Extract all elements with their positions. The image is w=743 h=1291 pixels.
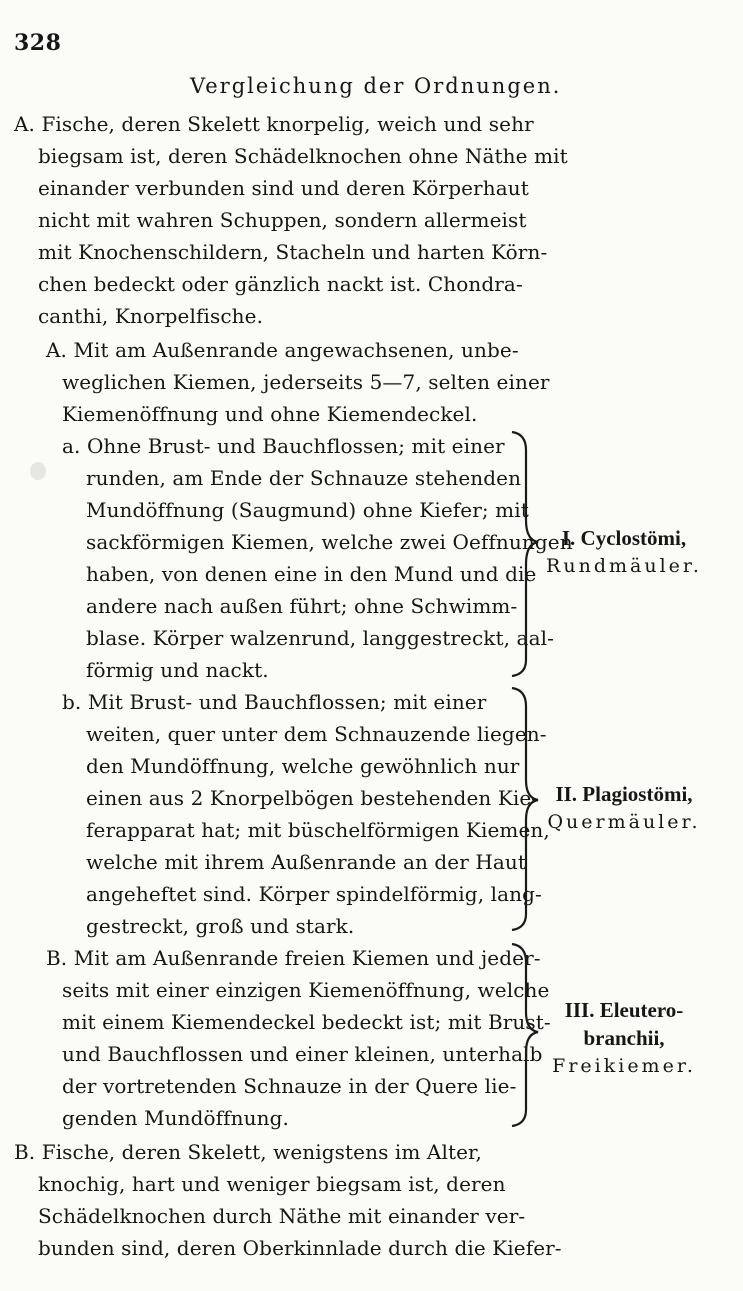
order-label-plagiostomi	[520, 780, 728, 836]
page-number: 328	[14, 30, 62, 56]
text-line: B. Fische, deren Skelett, wenigstens im Alter,	[14, 1140, 482, 1164]
text-line: der vortretenden Schnauze in der Quere lie-	[62, 1074, 517, 1098]
order-latin-name: II. Plagiostömi,	[555, 782, 693, 806]
text-line: und Bauchflossen und einer kleinen, unterhalb	[62, 1042, 543, 1066]
text-line: Schädelknochen durch Näthe mit einander ver-	[38, 1204, 526, 1228]
text-line: den Mundöffnung, welche gewöhnlich nur	[86, 754, 520, 778]
order-latin-name-continued: branchii,	[583, 1026, 665, 1050]
text-line: A. Mit am Außenrande angewachsenen, unbe-	[46, 338, 519, 362]
order-german-name: Rundmäuler.	[546, 555, 702, 577]
text-line: gestreckt, groß und stark.	[86, 914, 355, 938]
text-line: bunden sind, deren Oberkinnlade durch die Kiefer-	[38, 1236, 562, 1260]
text-line: einen aus 2 Knorpelbögen bestehenden Kie-	[86, 786, 539, 810]
order-label-eleutherobranchii	[520, 996, 728, 1080]
text-line: sackförmigen Kiemen, welche zwei Oeffnungen	[86, 530, 573, 554]
text-line: A. Fische, deren Skelett knorpelig, weich und sehr	[14, 112, 534, 136]
order-latin-name: I. Cyclostömi,	[561, 526, 687, 550]
text-line: chen bedeckt oder gänzlich nackt ist. Chondra-	[38, 272, 523, 296]
text-line: andere nach außen führt; ohne Schwimm-	[86, 594, 518, 618]
text-line: angeheftet sind. Körper spindelförmig, lang-	[86, 882, 542, 906]
text-line: blase. Körper walzenrund, langgestreckt, aal-	[86, 626, 554, 650]
text-line: a. Ohne Brust- und Bauchflossen; mit einer	[62, 434, 505, 458]
order-german-name: Freikiemer.	[552, 1055, 696, 1077]
text-line: Kiemenöffnung und ohne Kiemendeckel.	[62, 402, 478, 426]
text-line: nicht mit wahren Schuppen, sondern allermeist	[38, 208, 527, 232]
page-title: Vergleichung der Ordnungen.	[190, 74, 562, 98]
text-line: B. Mit am Außenrande freien Kiemen und jeder-	[46, 946, 541, 970]
text-line: mit Knochenschildern, Stacheln und harten Körn-	[38, 240, 548, 264]
text-line: weiten, quer unter dem Schnauzende liegen-	[86, 722, 547, 746]
order-label-cyclostomi	[520, 524, 728, 580]
text-line: Mundöffnung (Saugmund) ohne Kiefer; mit	[86, 498, 529, 522]
text-line: förmig und nackt.	[86, 658, 269, 682]
text-line: biegsam ist, deren Schädelknochen ohne Näthe mit	[38, 144, 568, 168]
text-line: seits mit einer einzigen Kiemenöffnung, welche	[62, 978, 550, 1002]
text-line: genden Mundöffnung.	[62, 1106, 289, 1130]
text-line: knochig, hart und weniger biegsam ist, deren	[38, 1172, 506, 1196]
text-line: einander verbunden sind und deren Körperhaut	[38, 176, 529, 200]
text-line: mit einem Kiemendeckel bedeckt ist; mit Brust-	[62, 1010, 551, 1034]
text-line: b. Mit Brust- und Bauchflossen; mit einer	[62, 690, 487, 714]
text-line: welche mit ihrem Außenrande an der Haut	[86, 850, 527, 874]
text-line: haben, von denen eine in den Mund und die	[86, 562, 537, 586]
text-line: weglichen Kiemen, jederseits 5—7, selten einer	[62, 370, 550, 394]
text-line: ferapparat hat; mit büschelförmigen Kiemen,	[86, 818, 550, 842]
text-line: canthi, Knorpelfische.	[38, 304, 264, 328]
order-latin-name: III. Eleutero-	[564, 998, 684, 1022]
text-line: runden, am Ende der Schnauze stehenden	[86, 466, 522, 490]
order-german-name: Quermäuler.	[547, 811, 701, 833]
